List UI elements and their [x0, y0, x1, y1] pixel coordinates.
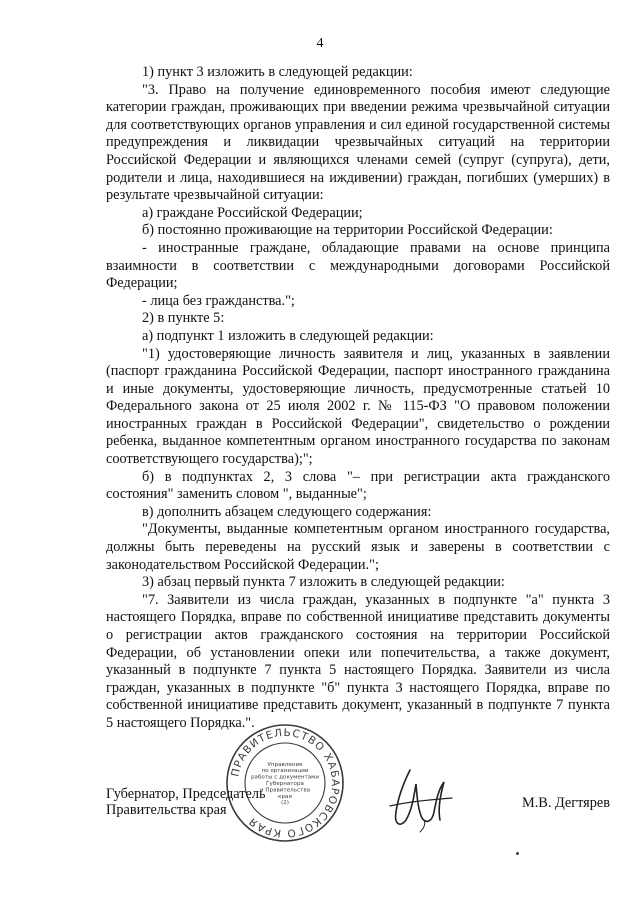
paragraph: "3. Право на получение единовременного пособия имеют следующие категории граждан, проживающих при введении режима чрезвычайной ситуации для соответствующих органов управления и сил единой государственной системы предупреждения и ликвидации чрезвычайных ситуаций на территории Российской Федерации и являющихся членами семей (супруг (супруга), дети, родители и лица, находившиеся на иждивении) граждан, погибших (умерших) в результате чрезвычайной ситуации:: [106, 81, 610, 204]
paragraph: 1) пункт 3 изложить в следующей редакции:: [142, 64, 413, 80]
paragraph: 2) в пункте 5:: [142, 310, 225, 327]
stamp-center-line: по организации: [261, 768, 309, 775]
paragraph: - лица без гражданства.";: [142, 292, 295, 309]
paragraph: - иностранные граждане, обладающие правами на основе принципа взаимности в соответствии с международными договорами Российской Федерации;: [106, 239, 610, 292]
paragraph: "1) удостоверяющие личность заявителя и лиц, указанных в заявлении (паспорт гражданина Российской Федерации, паспорт иностранного гражданина и иные документы, удостоверяющие личность, предусмотренные статьей 10 Федерального закона от 25 июля 2002 г. № 115-ФЗ "О правовом положении иностранных граждан в Российской Федерации", свидетельство о рождении ребенка, выданное компетентным органом иностранного государства по законам соответствующего государства);";: [106, 345, 610, 468]
page-number: 4: [316, 36, 324, 51]
stamp-center-line: Губернатора: [266, 781, 304, 787]
stamp-center-line: края: [278, 793, 292, 800]
paragraph: а) подпункт 1 изложить в следующей редакции:: [142, 327, 434, 344]
paragraph: "7. Заявители из числа граждан, указанных в подпункте "а" пункта 3 настоящего Порядка, вправе по собственной инициативе представить документы о регистрации актов гражданского состояния на территории Российской Федерации, об установлении опеки или попечительства, а также документ, указанный в подпункте 7 пункта 5 настоящего Порядка. Заявители из числа граждан, указанных в подпункте "б" пункта 3 настоящего Порядка, вправе по собственной инициативе представить документ, указанный в подпункте 7 пункта 5 настоящего Порядка.".: [106, 591, 610, 731]
paragraph: в) дополнить абзацем следующего содержания:: [142, 503, 432, 520]
paragraph: б) в подпунктах 2, 3 слова "– при регистрации акта гражданского состояния" заменить словом ", выданные";: [106, 468, 610, 503]
stamp-center-line: работы с документами: [251, 774, 319, 781]
paragraph: а) граждане Российской Федерации;: [142, 204, 363, 221]
paragraph: б) постоянно проживающие на территории Российской Федерации:: [142, 222, 553, 239]
scan-speck: [516, 852, 519, 855]
handwritten-signature: [380, 762, 460, 840]
document-body: [106, 64, 610, 733]
stamp-center-line: Управление: [267, 761, 303, 768]
signature-block: [106, 786, 610, 886]
signatory-title-line2: Правительства края: [106, 802, 227, 818]
signatory-title-line1: Губернатор, Председатель: [106, 786, 266, 802]
paragraph: 3) абзац первый пункта 7 изложить в следующей редакции:: [142, 574, 505, 591]
stamp-center-line: и Правительства: [259, 787, 311, 794]
stamp-center-line: (2): [281, 800, 289, 807]
signatory-name: М.В. Дегтярев: [522, 795, 610, 811]
stamp-ring-text: ПРАВИТЕЛЬСТВО ХАБАРОВСКОГО КРАЯ: [229, 726, 342, 840]
signatory-title: [106, 786, 265, 818]
paragraph: "Документы, выданные компетентным органом иностранного государства, должны быть переведены на русский язык и заверены в соответствии с законодательством Российской Федерации.";: [106, 521, 610, 573]
